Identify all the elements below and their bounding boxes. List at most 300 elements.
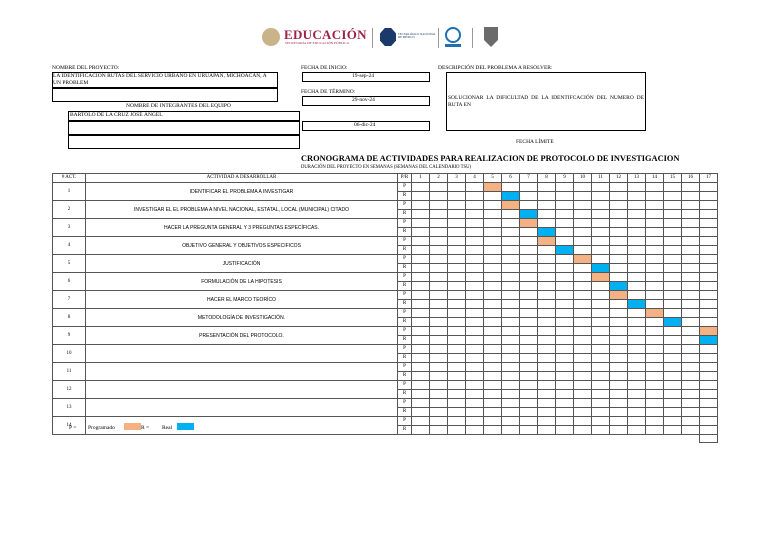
real-cell [700, 372, 718, 381]
real-cell [646, 318, 664, 327]
programmed-cell [502, 381, 520, 390]
programmed-cell [556, 363, 574, 372]
activity-number: 9 [53, 327, 86, 345]
programmed-cell [628, 237, 646, 246]
header-week: 11 [592, 174, 610, 183]
institute-logo-icon [445, 27, 461, 43]
programmed-cell [700, 291, 718, 300]
table-row [53, 237, 718, 246]
programmed-cell [700, 183, 718, 192]
activity-number: 5 [53, 255, 86, 273]
programmed-label: P [398, 237, 412, 246]
programmed-cell [574, 309, 592, 318]
activity-name: HACER LA PREGUNTA GENERAL Y 3 PREGUNTAS ESPECÍFICAS. [86, 219, 398, 237]
real-cell [700, 318, 718, 327]
programmed-cell [592, 255, 610, 264]
real-cell [502, 336, 520, 345]
real-cell [520, 210, 538, 219]
schedule-title: CRONOGRAMA DE ACTIVIDADES PARA REALIZACION DE PROTOCOLO DE INVESTIGACION [301, 154, 680, 163]
programmed-cell [610, 345, 628, 354]
real-cell [448, 192, 466, 201]
real-cell [430, 318, 448, 327]
programmed-cell [574, 255, 592, 264]
real-label: R [398, 228, 412, 237]
programmed-cell [466, 381, 484, 390]
real-cell [520, 264, 538, 273]
real-cell [610, 372, 628, 381]
programmed-cell [502, 273, 520, 282]
programmed-cell [520, 327, 538, 336]
programmed-cell [502, 255, 520, 264]
programmed-label: P [398, 417, 412, 426]
real-cell [448, 354, 466, 363]
table-row [53, 201, 718, 210]
real-cell [484, 264, 502, 273]
real-cell [484, 246, 502, 255]
real-cell [610, 264, 628, 273]
programmed-cell [682, 381, 700, 390]
real-cell [592, 192, 610, 201]
programmed-cell [664, 309, 682, 318]
real-cell [646, 210, 664, 219]
programmed-cell [592, 309, 610, 318]
programmed-cell [520, 399, 538, 408]
programmed-cell [592, 273, 610, 282]
programmed-cell [682, 219, 700, 228]
real-cell [628, 210, 646, 219]
real-cell [484, 354, 502, 363]
footer-cell [466, 435, 484, 443]
programmed-cell [412, 345, 430, 354]
programmed-cell [520, 201, 538, 210]
programmed-cell [628, 183, 646, 192]
programmed-cell [610, 417, 628, 426]
real-cell [664, 426, 682, 435]
table-row [53, 309, 718, 318]
programmed-cell [556, 417, 574, 426]
real-cell [502, 354, 520, 363]
real-cell [520, 228, 538, 237]
real-cell [592, 300, 610, 309]
programmed-cell [430, 363, 448, 372]
programmed-cell [466, 327, 484, 336]
real-cell [646, 390, 664, 399]
programmed-cell [574, 363, 592, 372]
real-cell [628, 264, 646, 273]
programmed-cell [592, 381, 610, 390]
real-cell [700, 426, 718, 435]
real-cell [538, 192, 556, 201]
real-cell [448, 390, 466, 399]
programmed-cell [592, 399, 610, 408]
programmed-cell [700, 345, 718, 354]
real-label: R [398, 336, 412, 345]
real-cell [448, 300, 466, 309]
programmed-cell [430, 381, 448, 390]
real-cell [574, 426, 592, 435]
real-cell [592, 336, 610, 345]
programmed-cell [484, 201, 502, 210]
programmed-cell [700, 201, 718, 210]
programmed-cell [412, 255, 430, 264]
programmed-cell [682, 417, 700, 426]
footer-cell [538, 435, 556, 443]
programmed-cell [502, 237, 520, 246]
real-cell [556, 336, 574, 345]
real-cell [502, 246, 520, 255]
real-cell [682, 282, 700, 291]
activity-number: 6 [53, 273, 86, 291]
activity-name [86, 399, 398, 417]
programmed-cell [700, 255, 718, 264]
real-cell [574, 318, 592, 327]
real-label: R [398, 426, 412, 435]
real-cell [682, 354, 700, 363]
programmed-cell [412, 237, 430, 246]
project-value-line-2: UN PROBLEM [53, 80, 89, 86]
programmed-cell [520, 381, 538, 390]
header-week: 4 [466, 174, 484, 183]
real-cell [448, 372, 466, 381]
real-cell [430, 282, 448, 291]
real-label: R [398, 192, 412, 201]
programmed-cell [664, 345, 682, 354]
programmed-cell [538, 363, 556, 372]
real-cell [700, 336, 718, 345]
legend-p-label: P = [69, 425, 77, 431]
programmed-cell [628, 381, 646, 390]
table-row [53, 273, 718, 282]
real-label: R [398, 210, 412, 219]
real-cell [466, 318, 484, 327]
real-cell [448, 426, 466, 435]
programmed-cell [484, 381, 502, 390]
real-cell [592, 264, 610, 273]
programmed-cell [502, 291, 520, 300]
programmed-cell [700, 381, 718, 390]
programmed-cell [646, 363, 664, 372]
real-cell [700, 264, 718, 273]
programmed-cell [412, 273, 430, 282]
programmed-cell [574, 327, 592, 336]
real-cell [700, 354, 718, 363]
header-week: 13 [628, 174, 646, 183]
programmed-cell [502, 417, 520, 426]
programmed-cell [664, 201, 682, 210]
real-cell [700, 246, 718, 255]
header-week: 14 [646, 174, 664, 183]
programmed-cell [448, 399, 466, 408]
activity-name [86, 345, 398, 363]
real-cell [412, 336, 430, 345]
programmed-cell [556, 327, 574, 336]
programmed-cell [628, 255, 646, 264]
sep-seal-icon [262, 28, 280, 46]
programmed-cell [502, 363, 520, 372]
programmed-cell [520, 273, 538, 282]
real-cell [556, 282, 574, 291]
table-footer-row [53, 435, 718, 443]
programmed-cell [538, 309, 556, 318]
programmed-cell [538, 237, 556, 246]
real-cell [592, 354, 610, 363]
programmed-cell [610, 381, 628, 390]
programmed-cell [430, 237, 448, 246]
programmed-cell [412, 327, 430, 336]
real-cell [466, 426, 484, 435]
programmed-cell [628, 291, 646, 300]
activity-number: 8 [53, 309, 86, 327]
header-act-num: # ACT. [53, 174, 86, 183]
programmed-cell [646, 237, 664, 246]
programmed-cell [466, 237, 484, 246]
programmed-cell [538, 255, 556, 264]
real-cell [520, 192, 538, 201]
real-cell [448, 228, 466, 237]
footer-cell [592, 435, 610, 443]
programmed-cell [700, 399, 718, 408]
programmed-cell [574, 399, 592, 408]
real-cell [610, 426, 628, 435]
real-cell [700, 408, 718, 417]
real-cell [574, 354, 592, 363]
real-cell [664, 264, 682, 273]
activity-name: HACER EL MARCO TEORÍCO [86, 291, 398, 309]
programmed-cell [574, 273, 592, 282]
programmed-label: P [398, 399, 412, 408]
programmed-cell [448, 363, 466, 372]
programmed-cell [412, 183, 430, 192]
problem-label: DESCRIPCIÓN DEL PROBLEMA A RESOLVER: [438, 65, 553, 71]
footer-cell [682, 435, 700, 443]
team-blank-field [52, 88, 278, 102]
real-cell [412, 408, 430, 417]
table-row [53, 417, 718, 426]
real-cell [664, 408, 682, 417]
programmed-cell [574, 183, 592, 192]
programmed-cell [610, 255, 628, 264]
programmed-cell [466, 219, 484, 228]
real-cell [412, 426, 430, 435]
real-cell [466, 354, 484, 363]
team-value: BARTOLO DE LA CRUZ JOSÉ ÁNGEL [70, 112, 163, 118]
real-cell [700, 390, 718, 399]
tecnm-logo-icon [380, 28, 396, 46]
programmed-cell [502, 327, 520, 336]
table-row [53, 291, 718, 300]
programmed-cell [430, 399, 448, 408]
real-cell [610, 210, 628, 219]
real-cell [610, 336, 628, 345]
programmed-cell [430, 255, 448, 264]
programmed-cell [610, 219, 628, 228]
programmed-cell [556, 345, 574, 354]
team-field-2 [68, 121, 300, 135]
real-cell [556, 354, 574, 363]
header-week: 2 [430, 174, 448, 183]
real-cell [430, 426, 448, 435]
programmed-cell [430, 183, 448, 192]
real-cell [502, 228, 520, 237]
real-cell [628, 390, 646, 399]
programmed-cell [448, 273, 466, 282]
programmed-cell [484, 363, 502, 372]
real-cell [412, 300, 430, 309]
real-cell [412, 354, 430, 363]
real-cell [610, 390, 628, 399]
real-cell [484, 390, 502, 399]
programmed-cell [448, 327, 466, 336]
header-week: 10 [574, 174, 592, 183]
programmed-cell [484, 345, 502, 354]
programmed-cell [646, 417, 664, 426]
programmed-cell [448, 219, 466, 228]
real-cell [538, 300, 556, 309]
real-cell [556, 228, 574, 237]
programmed-cell [538, 291, 556, 300]
programmed-cell [628, 273, 646, 282]
header-week: 15 [664, 174, 682, 183]
programmed-cell [538, 219, 556, 228]
real-cell [610, 282, 628, 291]
header-week: 9 [556, 174, 574, 183]
programmed-cell [700, 219, 718, 228]
real-cell [520, 426, 538, 435]
programmed-cell [556, 381, 574, 390]
real-cell [646, 282, 664, 291]
real-cell [556, 210, 574, 219]
real-cell [430, 354, 448, 363]
real-cell [664, 336, 682, 345]
programmed-cell [466, 273, 484, 282]
programmed-cell [556, 237, 574, 246]
problem-value: SOLUCIONAR LA DIFICULTAD DE LA IDENTIFCACIÓN DEL NUMERO DE RUTA EN [448, 95, 644, 108]
real-cell [628, 318, 646, 327]
programmed-cell [466, 291, 484, 300]
real-cell [628, 192, 646, 201]
programmed-cell [700, 273, 718, 282]
programmed-cell [502, 201, 520, 210]
programmed-cell [664, 273, 682, 282]
programmed-label: P [398, 327, 412, 336]
real-cell [646, 408, 664, 417]
real-cell [538, 336, 556, 345]
start-date-value: 19-sep-24 [352, 73, 374, 79]
programmed-cell [664, 327, 682, 336]
programmed-cell [538, 201, 556, 210]
header-week: 1 [412, 174, 430, 183]
programmed-cell [538, 183, 556, 192]
real-cell [664, 354, 682, 363]
legend-r-swatch [177, 423, 194, 430]
real-cell [538, 282, 556, 291]
real-cell [466, 372, 484, 381]
real-cell [412, 228, 430, 237]
programmed-cell [682, 201, 700, 210]
schedule-subtitle: DURACIÓN DEL PROYECTO EN SEMANAS (SEMANAS DEL CALENDARIO TSU) [301, 165, 472, 170]
programmed-cell [574, 219, 592, 228]
activity-name: OBJETIVO GENERAL Y OBJETIVOS ESPECIFICOS [86, 237, 398, 255]
real-cell [610, 246, 628, 255]
real-cell [448, 210, 466, 219]
table-row [53, 219, 718, 228]
start-date-label: FECHA DE INICIO: [301, 65, 348, 71]
real-cell [538, 426, 556, 435]
real-cell [592, 228, 610, 237]
programmed-cell [538, 381, 556, 390]
activity-number: 4 [53, 237, 86, 255]
real-cell [448, 336, 466, 345]
real-cell [520, 390, 538, 399]
programmed-cell [538, 345, 556, 354]
real-cell [574, 192, 592, 201]
real-cell [664, 372, 682, 381]
real-cell [520, 336, 538, 345]
tecnm-logo-text: TECNOLÓGICO NACIONAL DE MÉXICO [398, 32, 436, 39]
footer-cell [484, 435, 502, 443]
real-cell [520, 372, 538, 381]
programmed-cell [502, 399, 520, 408]
real-cell [538, 318, 556, 327]
programmed-cell [556, 291, 574, 300]
programmed-cell [574, 417, 592, 426]
activity-number: 14 [53, 417, 86, 435]
programmed-cell [520, 237, 538, 246]
programmed-cell [682, 273, 700, 282]
real-cell [610, 192, 628, 201]
real-cell [556, 372, 574, 381]
programmed-cell [682, 345, 700, 354]
programmed-label: P [398, 345, 412, 354]
real-cell [646, 264, 664, 273]
header-week: 5 [484, 174, 502, 183]
project-value: LA IDENTIFICACION RUTAS DEL SERVICIO URBANO EN URUAPAN, MICHOACÁN, A [53, 73, 267, 79]
programmed-cell [520, 219, 538, 228]
team-label: NOMBRE DE INTEGRANTES DEL EQUIPO [126, 103, 231, 109]
programmed-cell [700, 237, 718, 246]
legend-p-text: Programado [88, 425, 115, 431]
programmed-cell [556, 309, 574, 318]
programmed-cell [448, 417, 466, 426]
programmed-label: P [398, 273, 412, 282]
real-cell [430, 264, 448, 273]
real-cell [646, 336, 664, 345]
programmed-cell [538, 327, 556, 336]
programmed-cell [520, 417, 538, 426]
programmed-label: P [398, 183, 412, 192]
real-cell [664, 192, 682, 201]
footer-cell [664, 435, 682, 443]
real-cell [682, 246, 700, 255]
programmed-cell [646, 345, 664, 354]
activity-name: FORMULACIÓN DE LA HIPOTESIS [86, 273, 398, 291]
programmed-cell [646, 201, 664, 210]
header-week: 7 [520, 174, 538, 183]
programmed-cell [664, 417, 682, 426]
programmed-cell [466, 183, 484, 192]
real-cell [664, 318, 682, 327]
real-cell [664, 282, 682, 291]
footer-cell [430, 435, 448, 443]
real-cell [574, 372, 592, 381]
programmed-cell [412, 201, 430, 210]
real-cell [466, 246, 484, 255]
real-cell [628, 300, 646, 309]
table-row [53, 363, 718, 372]
programmed-cell [448, 183, 466, 192]
real-cell [430, 300, 448, 309]
real-cell [646, 228, 664, 237]
